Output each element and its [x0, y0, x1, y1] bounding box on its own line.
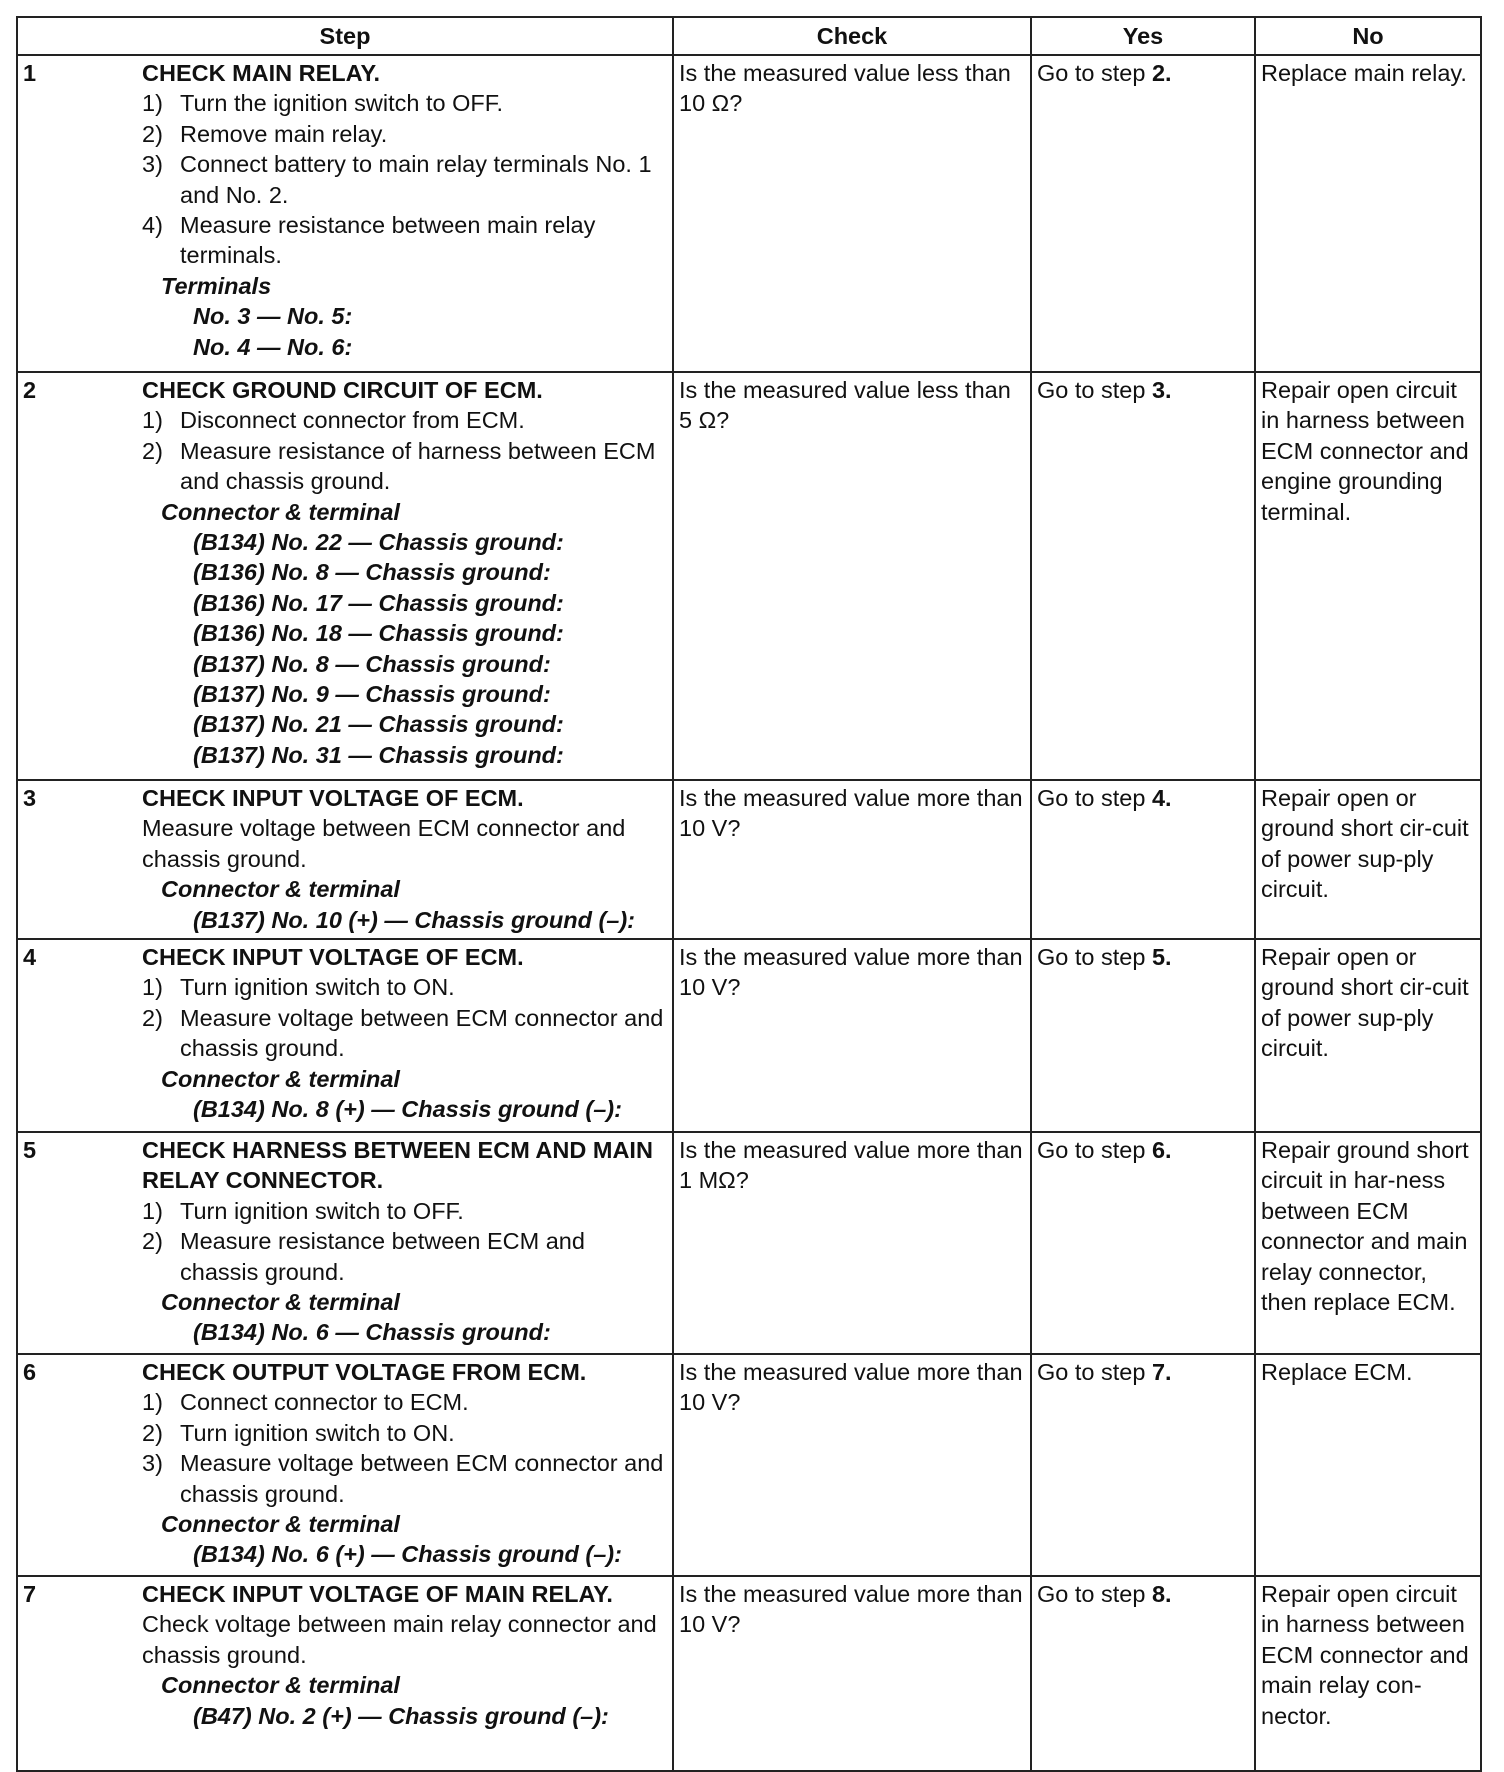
procedure-item-text: Measure resistance of harness between ECM and chassis ground.: [180, 437, 656, 495]
table-row: [17, 939, 1481, 1132]
procedure-item-number: 1): [142, 1389, 163, 1416]
header-check: Check: [673, 17, 1031, 55]
header-no: No: [1255, 17, 1481, 55]
procedure-item-number: 1): [142, 90, 163, 117]
check-cell: Is the measured value less than 10 Ω?: [673, 55, 1031, 372]
spec-line: (B136) No. 8 — Chassis ground:: [193, 559, 551, 586]
yes-text: Go to step: [1037, 60, 1146, 86]
header-step: Step: [17, 17, 673, 55]
step-number: 1: [23, 60, 37, 86]
step-cell: [17, 1132, 673, 1354]
procedure-item-number: 2): [142, 1004, 163, 1031]
no-cell: Repair open or ground short cir-cuit of power sup-ply circuit.: [1255, 939, 1481, 1132]
procedure-item-text: Remove main relay.: [180, 120, 388, 147]
yes-cell: [1031, 1576, 1255, 1771]
procedure-item: [142, 119, 667, 149]
yes-cell: [1031, 55, 1255, 372]
step-cell: [17, 372, 673, 780]
step-number: 4: [23, 944, 37, 971]
procedure-item-number: 1): [142, 407, 163, 434]
step-cell: [17, 939, 673, 1132]
procedure-item-text: Turn ignition switch to ON.: [180, 974, 455, 1001]
procedure-item-number: 2): [142, 120, 163, 147]
spec-line: (B137) No. 10 (+) — Chassis ground (–):: [193, 906, 636, 933]
procedure-item: [142, 1387, 667, 1417]
yes-step-ref: 3.: [1151, 377, 1172, 403]
spec-line: No. 4 — No. 6:: [193, 333, 353, 360]
step-body: [142, 1357, 667, 1570]
spec-line: (B137) No. 21 — Chassis ground:: [193, 711, 564, 738]
step-instruction: Check voltage between main relay connector and chassis ground.: [142, 1611, 657, 1668]
no-cell: Replace ECM.: [1255, 1354, 1481, 1576]
header-yes: Yes: [1031, 17, 1255, 55]
spec-line: (B47) No. 2 (+) — Chassis ground (–):: [193, 1702, 609, 1729]
spec-line: (B136) No. 17 — Chassis ground:: [193, 589, 564, 616]
procedure-item-number: 2): [142, 437, 163, 464]
procedure-item-number: 1): [142, 1197, 163, 1224]
procedure-item-text: Connect battery to main relay terminals No. 1 and No. 2.: [180, 151, 652, 208]
step-number: 5: [23, 1137, 37, 1164]
step-title: CHECK MAIN RELAY.: [142, 60, 381, 86]
procedure-item: [142, 149, 667, 210]
spec-label: Connector & terminal: [161, 1672, 400, 1699]
procedure-item: [142, 1418, 667, 1448]
spec-label: Connector & terminal: [161, 498, 400, 525]
procedure-item-number: 3): [142, 151, 163, 178]
procedure-item: [142, 1448, 667, 1509]
spec-line: (B134) No. 8 (+) — Chassis ground (–):: [193, 1096, 622, 1123]
step-number: 7: [23, 1581, 37, 1608]
step-cell: [17, 1576, 673, 1771]
no-cell: Repair open circuit in harness between ECM connector and main relay con-nector.: [1255, 1576, 1481, 1771]
procedure-item-number: 1): [142, 974, 163, 1001]
spec-label: Connector & terminal: [161, 1289, 400, 1316]
yes-cell: [1031, 939, 1255, 1132]
table-row: [17, 1354, 1481, 1576]
step-instruction: Measure voltage between ECM connector and chassis ground.: [142, 815, 626, 872]
table-row: [17, 55, 1481, 372]
header-row: [17, 17, 1481, 55]
procedure-item: [142, 436, 667, 497]
procedure-item: [142, 405, 667, 435]
yes-text: Go to step: [1037, 1359, 1146, 1386]
procedure-item: [142, 972, 667, 1002]
step-body: [142, 942, 667, 1124]
check-cell: Is the measured value less than 5 Ω?: [673, 372, 1031, 780]
step-title: CHECK INPUT VOLTAGE OF ECM.: [142, 785, 524, 811]
table-row: [17, 372, 1481, 780]
table-row: [17, 1132, 1481, 1354]
step-body: [142, 58, 667, 362]
step-body: [142, 783, 667, 935]
procedure-item-text: Measure resistance between ECM and chassis ground.: [180, 1228, 585, 1285]
no-cell: Repair ground short circuit in har-ness between ECM connector and main relay connector, then replace ECM.: [1255, 1132, 1481, 1354]
step-title: CHECK INPUT VOLTAGE OF ECM.: [142, 944, 524, 971]
step-cell: [17, 1354, 673, 1576]
procedure-item-text: Turn ignition switch to ON.: [180, 1419, 455, 1446]
check-cell: Is the measured value more than 10 V?: [673, 1576, 1031, 1771]
spec-line: No. 3 — No. 5:: [193, 303, 353, 330]
procedure-item-number: 3): [142, 1450, 163, 1477]
spec-line: (B134) No. 6 (+) — Chassis ground (–):: [193, 1541, 622, 1568]
procedure-item: [142, 1226, 667, 1287]
procedure-item-text: Connect connector to ECM.: [180, 1389, 469, 1416]
yes-text: Go to step: [1037, 1581, 1146, 1608]
step-title: CHECK GROUND CIRCUIT OF ECM.: [142, 377, 543, 403]
yes-text: Go to step: [1037, 785, 1146, 811]
spec-line: (B137) No. 31 — Chassis ground:: [193, 741, 564, 768]
step-title: CHECK HARNESS BETWEEN ECM AND MAIN RELAY CONNECTOR.: [142, 1137, 653, 1194]
spec-line: (B134) No. 22 — Chassis ground:: [193, 529, 564, 556]
spec-label: Connector & terminal: [161, 876, 400, 903]
procedure-item-number: 2): [142, 1228, 163, 1255]
step-body: [142, 1135, 667, 1348]
procedure-item-text: Measure voltage between ECM connector and chassis ground.: [180, 1004, 664, 1062]
yes-step-ref: 6.: [1151, 1137, 1172, 1164]
yes-step-ref: 5.: [1151, 944, 1172, 971]
yes-step-ref: 8.: [1151, 1581, 1172, 1608]
table-row: [17, 780, 1481, 939]
spec-line: (B137) No. 8 — Chassis ground:: [193, 650, 551, 677]
check-cell: Is the measured value more than 10 V?: [673, 939, 1031, 1132]
no-cell: Replace main relay.: [1255, 55, 1481, 372]
procedure-item-text: Turn ignition switch to OFF.: [180, 1197, 464, 1224]
spec-line: (B136) No. 18 — Chassis ground:: [193, 620, 564, 647]
procedure-item: [142, 1196, 667, 1226]
procedure-item: [142, 1003, 667, 1064]
yes-cell: [1031, 780, 1255, 939]
procedure-item-number: 4): [142, 212, 163, 239]
yes-text: Go to step: [1037, 1137, 1146, 1164]
step-number: 2: [23, 377, 37, 403]
spec-line: (B134) No. 6 — Chassis ground:: [193, 1319, 551, 1346]
step-body: [142, 375, 667, 770]
procedure-item-text: Turn the ignition switch to OFF.: [180, 90, 504, 117]
yes-step-ref: 7.: [1151, 1359, 1172, 1386]
yes-step-ref: 4.: [1151, 785, 1172, 811]
yes-text: Go to step: [1037, 944, 1146, 971]
spec-label: Terminals: [161, 272, 272, 299]
step-number: 3: [23, 785, 37, 811]
check-cell: Is the measured value more than 10 V?: [673, 1354, 1031, 1576]
yes-cell: [1031, 1132, 1255, 1354]
table-row: [17, 1576, 1481, 1771]
step-number: 6: [23, 1359, 37, 1386]
yes-step-ref: 2.: [1151, 60, 1172, 86]
procedure-item-text: Disconnect connector from ECM.: [180, 407, 525, 434]
spec-line: (B137) No. 9 — Chassis ground:: [193, 681, 551, 708]
spec-label: Connector & terminal: [161, 1065, 400, 1092]
yes-cell: [1031, 372, 1255, 780]
procedure-item: [142, 210, 667, 271]
step-title: CHECK INPUT VOLTAGE OF MAIN RELAY.: [142, 1581, 613, 1608]
procedure-item-number: 2): [142, 1419, 163, 1446]
diagnostic-table: [16, 16, 1482, 1772]
spec-label: Connector & terminal: [161, 1511, 400, 1538]
step-title: CHECK OUTPUT VOLTAGE FROM ECM.: [142, 1359, 587, 1386]
no-cell: Repair open or ground short cir-cuit of power sup-ply circuit.: [1255, 780, 1481, 939]
step-body: [142, 1579, 667, 1731]
no-cell: Repair open circuit in harness between ECM connector and engine grounding terminal.: [1255, 372, 1481, 780]
check-cell: Is the measured value more than 10 V?: [673, 780, 1031, 939]
step-cell: [17, 780, 673, 939]
yes-text: Go to step: [1037, 377, 1146, 403]
check-cell: Is the measured value more than 1 MΩ?: [673, 1132, 1031, 1354]
step-cell: [17, 55, 673, 372]
procedure-item-text: Measure voltage between ECM connector and chassis ground.: [180, 1450, 664, 1507]
procedure-item: [142, 88, 667, 118]
procedure-item-text: Measure resistance between main relay terminals.: [180, 212, 596, 269]
yes-cell: [1031, 1354, 1255, 1576]
